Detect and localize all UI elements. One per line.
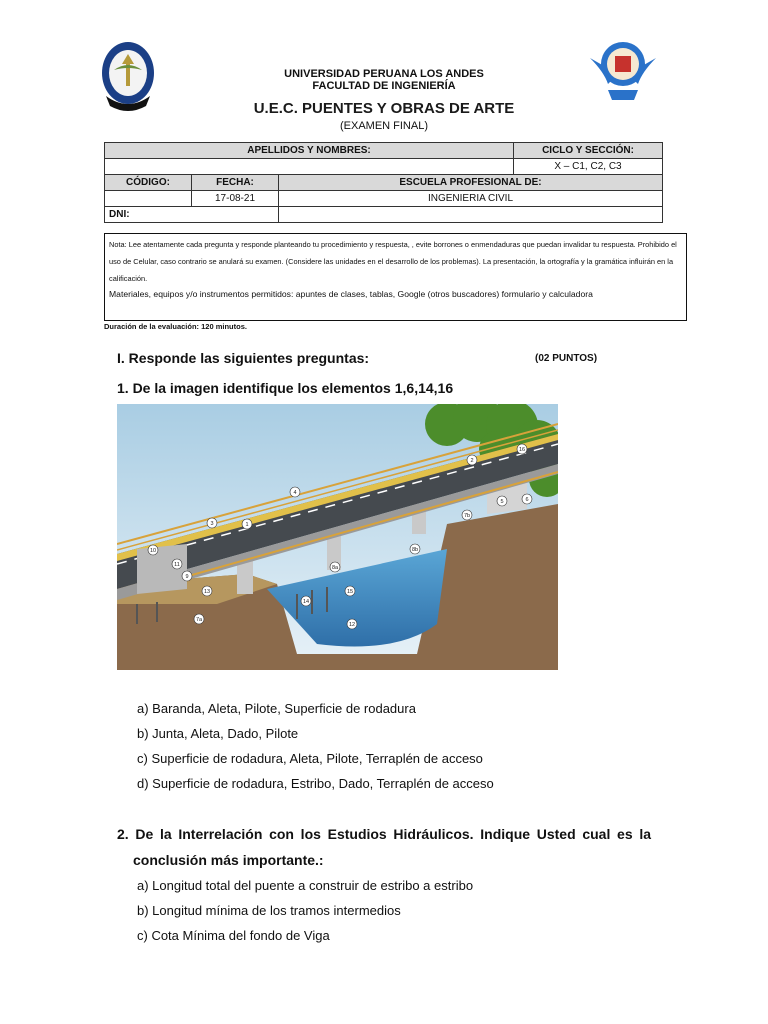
q2-option-c[interactable]: c) Cota Mínima del fondo de Viga (137, 928, 330, 943)
bridge-label: 9 (185, 574, 189, 580)
note-instructions: Nota: Lee atentamente cada pregunta y responde planteando tu procedimiento y respuesta, , evite borrones o enmendaduras que puedan invalidar tu respuesta. Prohibido el uso de Celular, caso contrario se anulará su examen. (Considere las unidades en el desarrollo de los problemas). La presentación, la ortografía y la gramática influirán en la calificación. (109, 240, 677, 283)
q2-option-a[interactable]: a) Longitud total del puente a construir de estribo a estribo (137, 878, 474, 893)
bridge-label: 7a (195, 617, 203, 623)
bridge-label: 8a (331, 565, 339, 571)
student-info-table (104, 142, 663, 223)
bridge-label: 16 (518, 447, 526, 453)
bridge-label: 6 (525, 497, 529, 503)
bridge-label: 1 (245, 522, 249, 528)
date-value: 17-08-21 (192, 191, 279, 207)
bridge-label: 15 (346, 589, 354, 595)
bridge-label: 13 (203, 589, 211, 595)
q1-option-c[interactable]: c) Superficie de rodadura, Aleta, Pilote, Terraplén de acceso (137, 751, 483, 766)
bridge-label: 5 (500, 499, 504, 505)
bridge-figure (117, 404, 558, 670)
bridge-label: 11 (174, 562, 180, 568)
question-2-line1: 2. De la Interrelación con los Estudios Hidráulicos. Indique Usted cual es la (117, 826, 651, 842)
cycle-label: CICLO Y SECCIÓN: (514, 143, 663, 159)
q1-option-b[interactable]: b) Junta, Aleta, Dado, Pilote (137, 726, 299, 741)
note-materials: Materiales, equipos y/o instrumentos permitidos: apuntes de clases, tablas, Google (otros buscadores) formulario y calculadora (109, 289, 593, 299)
section-title: I. Responde las siguientes preguntas: (117, 350, 370, 366)
exam-note (104, 233, 687, 321)
q1-option-d[interactable]: d) Superficie de rodadura, Estribo, Dado, Terraplén de acceso (137, 776, 494, 791)
bridge-label: 12 (348, 622, 356, 628)
bridge-label: 3 (210, 521, 214, 527)
course-title: U.E.C. PUENTES Y OBRAS DE ARTE (253, 100, 515, 117)
bridge-label: 14 (302, 599, 310, 605)
dni-field[interactable] (279, 207, 663, 223)
exam-type: (EXAMEN FINAL) (339, 120, 428, 132)
q2-option-b[interactable]: b) Longitud mínima de los tramos intermedios (137, 903, 401, 918)
bridge-label: 2 (470, 458, 474, 464)
university-name: UNIVERSIDAD PERUANA LOS ANDES (284, 68, 484, 80)
bridge-label: 7b (463, 513, 471, 519)
section-points: (02 PUNTOS) (535, 353, 598, 364)
question-1-text: 1. De la imagen identifique los elementos 1,6,14,16 (117, 380, 454, 396)
names-field[interactable] (105, 159, 514, 175)
names-label: APELLIDOS Y NOMBRES: (105, 143, 514, 159)
code-field[interactable] (105, 191, 192, 207)
bridge-label: 4 (293, 490, 297, 496)
cycle-value: X – C1, C2, C3 (514, 159, 663, 175)
faculty-name: FACULTAD DE INGENIERÍA (312, 80, 456, 92)
dni-label: DNI: (105, 207, 279, 223)
school-label: ESCUELA PROFESIONAL DE: (279, 175, 663, 191)
q1-option-a[interactable]: a) Baranda, Aleta, Pilote, Superficie de rodadura (137, 701, 416, 716)
date-label: FECHA: (192, 175, 279, 191)
question-2-line2: conclusión más importante.: (133, 852, 324, 868)
bridge-label: 10 (149, 548, 157, 554)
code-label: CÓDIGO: (105, 175, 192, 191)
duration: Duración de la evaluación: 120 minutos. (104, 322, 247, 331)
bridge-label: 8b (411, 547, 419, 553)
school-value: INGENIERIA CIVIL (279, 191, 663, 207)
